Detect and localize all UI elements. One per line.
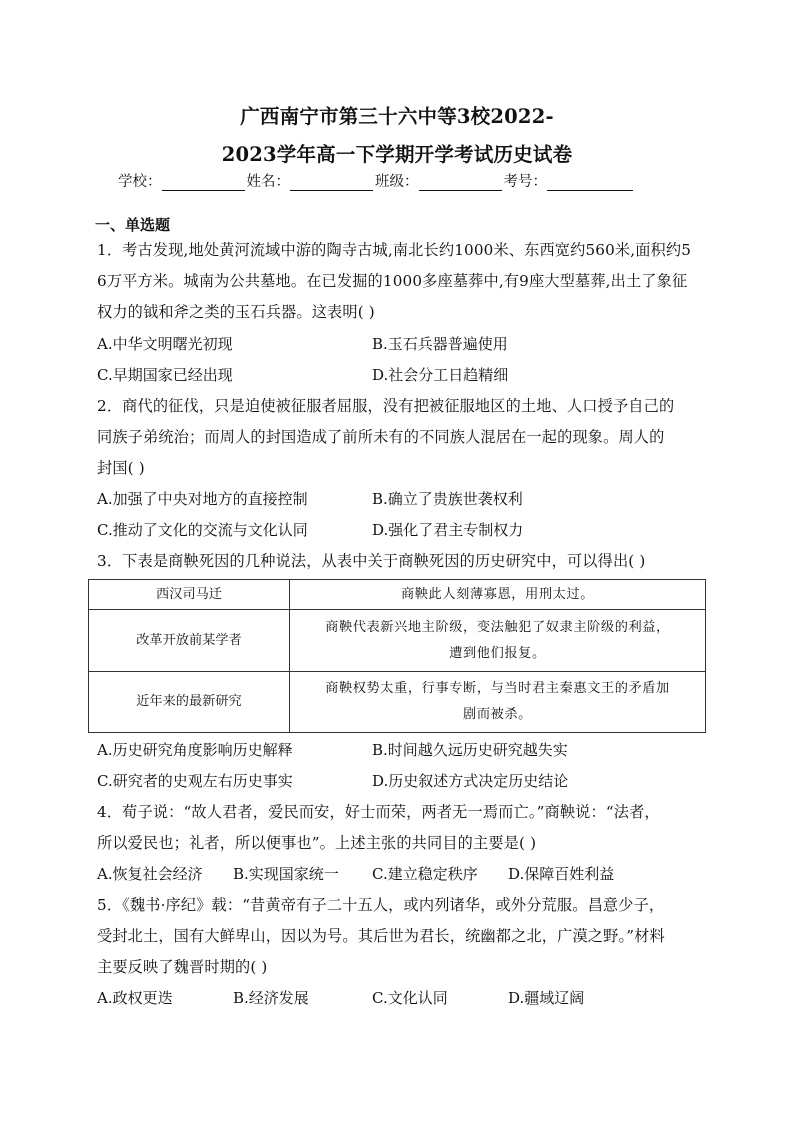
q2-option-b: B.确立了贵族世袭权利 [372,490,523,508]
q1-stem-line: 权力的钺和斧之类的玉石兵器。这表明( ) [97,303,375,321]
q1-option-b: B.玉石兵器普遍使用 [372,335,508,353]
school-blank [162,174,245,191]
q4-stem-line: 4．荀子说：“故人君者，爱民而安，好士而荣，两者无一焉而亡。”商鞅说：“法者， [97,803,660,821]
q1-stem-line: 1．考古发现,地处黄河流域中游的陶寺古城,南北长约1000米、东西宽约560米,面积约5 [97,241,692,259]
exam-number-blank [547,174,633,191]
q3-option-b: B.时间越久远历史研究越失实 [372,741,568,759]
q2-option-c: C.推动了文化的交流与文化认同 [97,521,308,539]
table-view-line: 商鞅代表新兴地主阶级，变法触犯了奴隶主阶级的利益， [325,619,670,635]
student-info-row [118,170,678,191]
q2-stem-line: 同族子弟统治；而周人的封国造成了前所未有的不同族人混居在一起的现象。周人的 [97,428,665,446]
q4-option-a: A.恢复社会经济 [97,865,203,883]
table-source-cell: 改革开放前某学者 [89,610,290,672]
table-source-cell: 近年来的最新研究 [89,672,290,733]
q1-option-d: D.社会分工日趋精细 [372,366,509,384]
name-label: 姓名： [246,174,290,190]
q1-option-a: A.中华文明曙光初现 [97,335,233,353]
q4-option-b: B.实现国家统一 [233,865,339,883]
q4-stem-line: 所以爱民也；礼者，所以便事也”。上述主张的共同目的主要是( ) [97,834,537,852]
table-view-line: 商鞅权势太重，行事专断，与当时君主秦惠文王的矛盾加 [325,681,670,696]
exam-title-line-2: 2023学年高一下学期开学考试历史试卷 [221,143,573,166]
q5-option-a: A.政权更迭 [97,989,173,1007]
table-row [89,672,706,733]
q5-stem-line: 受封北土，国有大鲜卑山，因以为号。其后世为君长，统幽都之北，广漠之野。”材料 [97,927,665,945]
q3-stem-line: 3．下表是商鞅死因的几种说法，从表中关于商鞅死因的历史研究中，可以得出( ) [97,552,646,570]
q1-option-c: C.早期国家已经出现 [97,366,233,384]
q2-option-d: D.强化了君主专制权力 [372,521,524,539]
name-blank [290,174,373,191]
q5-stem-line: 主要反映了魏晋时期的( ) [97,958,268,976]
section-heading: 一、单选题 [95,216,171,234]
q5-stem-line: 5．《魏书·序纪》载：“昔黄帝有子二十五人，或内列诸华，或外分荒服。昌意少子， [97,896,665,914]
q4-option-c: C.建立稳定秩序 [372,865,478,883]
class-blank [419,174,502,191]
q5-option-c: C.文化认同 [372,989,448,1007]
q4-option-d: D.保障百姓利益 [508,865,615,883]
table-view-cell [290,610,706,672]
q2-stem-line: 2．商代的征伐，只是迫使被征服者屈服，没有把被征服地区的土地、人口授予自己的 [97,397,675,415]
q5-option-d: D.疆域辽阔 [508,989,585,1007]
table-row [89,610,706,672]
q1-stem-line: 6万平方米。城南为公共墓地。在已发掘的1000多座墓葬中,有9座大型墓葬,出土了象征 [97,272,688,290]
q3-history-table [88,579,706,733]
table-view-cell [290,672,706,733]
q2-option-a: A.加强了中央对地方的直接控制 [97,490,308,508]
q3-option-a: A.历史研究角度影响历史解释 [97,741,293,759]
q2-stem-line: 封国( ) [97,459,145,477]
table-view-line: 遭到他们报复。 [449,645,546,661]
table-view-line: 商鞅此人刻薄寡恩，用刑太过。 [400,586,595,602]
exam-number-label: 考号： [503,174,547,190]
q3-option-c: C.研究者的史观左右历史事实 [97,772,293,790]
table-view-cell [290,580,706,610]
q3-option-d: D.历史叙述方式决定历史结论 [372,772,569,790]
table-row [89,580,706,610]
class-label: 班级： [375,174,419,190]
table-view-line: 剧而被杀。 [463,707,532,722]
q5-option-b: B.经济发展 [233,989,309,1007]
exam-title-line-1: 广西南宁市第三十六中等3校2022- [240,105,554,128]
table-source-cell: 西汉司马迁 [89,580,290,610]
school-label: 学校： [118,174,162,190]
